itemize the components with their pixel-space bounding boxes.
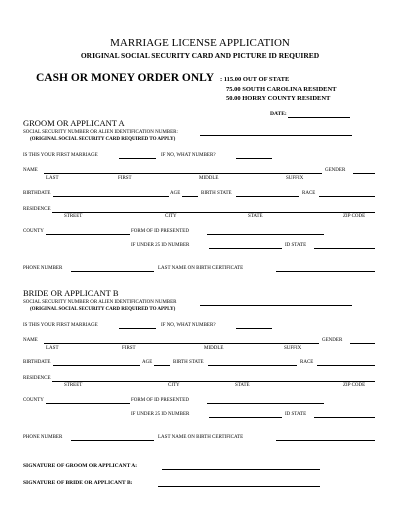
groom-street-caption: STREET xyxy=(64,214,83,219)
bride-gender-label: GENDER xyxy=(322,338,343,343)
bride-birth-state-label: BIRTH STATE xyxy=(173,360,204,365)
groom-phone-field[interactable] xyxy=(71,271,154,272)
groom-phone-label: PHONE NUMBER xyxy=(23,266,63,271)
bride-ssn-note: (ORIGINAL SOCIAL SECURITY CARD REQUIRED TO APPLY) xyxy=(30,307,176,312)
bride-age-field[interactable] xyxy=(154,365,170,366)
bride-middle-caption: MIDDLE xyxy=(204,346,224,351)
bride-race-field[interactable] xyxy=(317,365,375,366)
groom-last-name-cert-label: LAST NAME ON BIRTH CERTIFICATE xyxy=(158,266,244,271)
groom-first-marriage-field[interactable] xyxy=(119,158,156,159)
bride-gender-field[interactable] xyxy=(350,343,375,344)
groom-county-label: COUNTY xyxy=(23,229,44,234)
fee-horry-resident: 50.00 HORRY COUNTY RESIDENT xyxy=(226,95,331,102)
bride-zip-caption: ZIP CODE xyxy=(343,383,366,388)
bride-form-id-label: FORM OF ID PRESENTED xyxy=(131,398,189,403)
bride-name-label: NAME xyxy=(23,338,38,343)
groom-ssn-label: SOCIAL SECURITY NUMBER OR ALIEN IDENTIFICATION NUMBER: xyxy=(23,130,178,135)
bride-first-marriage-label: IS THIS YOUR FIRST MARRIAGE xyxy=(23,323,98,328)
groom-if-no-field[interactable] xyxy=(236,158,272,159)
bride-street-caption: STREET xyxy=(64,383,83,388)
bride-first-marriage-field[interactable] xyxy=(119,328,156,329)
groom-form-id-field[interactable] xyxy=(207,234,324,235)
bride-if-no-field[interactable] xyxy=(236,328,272,329)
groom-gender-label: GENDER xyxy=(325,168,346,173)
groom-residence-field[interactable] xyxy=(52,212,375,213)
form-title: MARRIAGE LICENSE APPLICATION xyxy=(110,37,290,49)
groom-race-field[interactable] xyxy=(319,196,375,197)
form-subtitle: ORIGINAL SOCIAL SECURITY CARD AND PICTURE ID REQUIRED xyxy=(80,51,320,60)
groom-signature-field[interactable] xyxy=(162,469,320,470)
bride-if-no-label: IF NO, WHAT NUMBER? xyxy=(161,323,216,328)
groom-middle-caption: MIDDLE xyxy=(199,176,219,181)
bride-under25-field[interactable] xyxy=(209,417,282,418)
groom-zip-caption: ZIP CODE xyxy=(343,214,366,219)
bride-residence-label: RESIDENCE xyxy=(23,376,51,381)
groom-form-id-label: FORM OF ID PRESENTED xyxy=(131,229,189,234)
groom-id-state-label: ID STATE xyxy=(285,243,307,248)
groom-birthdate-field[interactable] xyxy=(53,196,169,197)
bride-birth-state-field[interactable] xyxy=(208,365,297,366)
date-label: DATE: xyxy=(270,111,287,117)
groom-last-name-cert-field[interactable] xyxy=(276,271,375,272)
groom-gender-field[interactable] xyxy=(353,173,375,174)
date-field[interactable] xyxy=(288,117,350,118)
bride-name-field[interactable] xyxy=(44,343,319,344)
bride-age-label: AGE xyxy=(142,360,153,365)
bride-phone-field[interactable] xyxy=(71,440,154,441)
bride-ssn-label: SOCIAL SECURITY NUMBER OR ALIEN IDENTIFICATION NUMBER xyxy=(23,300,177,305)
groom-first-caption: FIRST xyxy=(118,176,132,181)
cash-only-label: CASH OR MONEY ORDER ONLY xyxy=(36,72,215,84)
groom-city-caption: CITY xyxy=(165,214,177,219)
groom-name-field[interactable] xyxy=(44,173,322,174)
groom-suffix-caption: SUFFIX xyxy=(286,176,304,181)
bride-residence-field[interactable] xyxy=(52,381,375,382)
groom-birth-state-field[interactable] xyxy=(236,196,299,197)
bride-form-id-field[interactable] xyxy=(207,403,324,404)
bride-last-name-cert-label: LAST NAME ON BIRTH CERTIFICATE xyxy=(158,435,244,440)
bride-ssn-field[interactable] xyxy=(200,305,352,306)
groom-ssn-note: (ORIGINAL SOCIAL SECURITY CARD REQUIRED TO APPLY) xyxy=(30,137,176,142)
bride-county-field[interactable] xyxy=(46,403,130,404)
bride-suffix-caption: SUFFIX xyxy=(284,346,302,351)
groom-county-field[interactable] xyxy=(46,234,130,235)
bride-race-label: RACE xyxy=(300,360,314,365)
bride-birthdate-field[interactable] xyxy=(53,365,140,366)
bride-id-state-field[interactable] xyxy=(314,417,375,418)
groom-ssn-field[interactable] xyxy=(200,135,352,136)
groom-signature-label: SIGNATURE OF GROOM OR APPLICANT A: xyxy=(23,463,138,469)
bride-birthdate-label: BIRTHDATE xyxy=(23,360,51,365)
bride-signature-label: SIGNATURE OF BRIDE OR APPLICANT B: xyxy=(23,480,133,486)
bride-city-caption: CITY xyxy=(168,383,180,388)
groom-last-caption: LAST xyxy=(46,176,59,181)
groom-under25-label: IF UNDER 25 ID NUMBER xyxy=(131,243,190,248)
groom-first-marriage-label: IS THIS YOUR FIRST MARRIAGE xyxy=(23,153,98,158)
groom-age-label: AGE xyxy=(170,191,181,196)
bride-phone-label: PHONE NUMBER xyxy=(23,435,63,440)
groom-heading: GROOM OR APPLICANT A xyxy=(23,118,125,128)
bride-first-caption: FIRST xyxy=(122,346,136,351)
bride-last-name-cert-field[interactable] xyxy=(276,440,375,441)
bride-county-label: COUNTY xyxy=(23,398,44,403)
fee-sc-resident: 75.00 SOUTH CAROLINA RESIDENT xyxy=(226,86,337,93)
groom-birthdate-label: BIRTHDATE xyxy=(23,191,51,196)
groom-state-caption: STATE xyxy=(248,214,263,219)
groom-id-state-field[interactable] xyxy=(314,248,375,249)
bride-signature-field[interactable] xyxy=(158,486,320,487)
bride-id-state-label: ID STATE xyxy=(285,412,307,417)
groom-residence-label: RESIDENCE xyxy=(23,207,51,212)
groom-race-label: RACE xyxy=(302,191,316,196)
fee-out-of-state: : 115.00 OUT OF STATE xyxy=(220,76,290,83)
bride-heading: BRIDE OR APPLICANT B xyxy=(23,288,119,298)
bride-state-caption: STATE xyxy=(235,383,250,388)
bride-under25-label: IF UNDER 25 ID NUMBER xyxy=(131,412,190,417)
groom-under25-field[interactable] xyxy=(209,248,282,249)
bride-last-caption: LAST xyxy=(46,346,59,351)
groom-if-no-label: IF NO, WHAT NUMBER? xyxy=(161,153,216,158)
groom-birth-state-label: BIRTH STATE xyxy=(201,191,232,196)
groom-name-label: NAME xyxy=(23,168,38,173)
groom-age-field[interactable] xyxy=(182,196,198,197)
